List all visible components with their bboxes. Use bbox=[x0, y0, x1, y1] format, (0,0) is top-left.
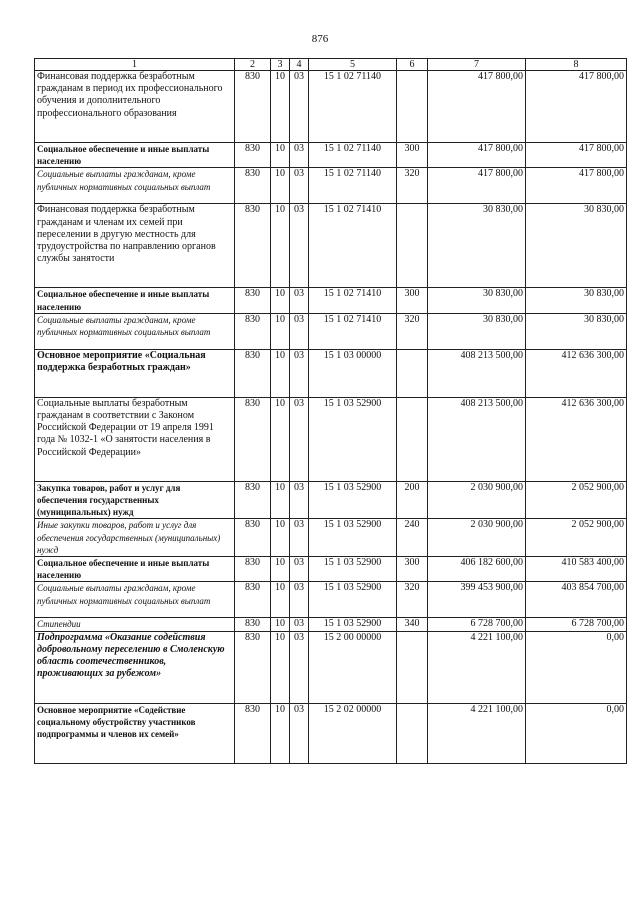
section-cell: 10 bbox=[271, 288, 290, 313]
amount-cell: 408 213 500,00 bbox=[428, 349, 526, 397]
header-cell: 4 bbox=[290, 59, 309, 71]
code-cell: 830 bbox=[235, 313, 271, 349]
amount-cell: 30 830,00 bbox=[428, 313, 526, 349]
code-cell: 830 bbox=[235, 143, 271, 168]
expense-type-cell: 300 bbox=[397, 288, 428, 313]
code-cell: 830 bbox=[235, 288, 271, 313]
subsection-cell: 03 bbox=[290, 143, 309, 168]
row-name-cell: Основное мероприятие «Социальная поддержка безработных граждан» bbox=[35, 349, 235, 397]
row-name-cell: Финансовая поддержка безработным гражданам и членам их семей при переселении в другую местность для трудоустройства по направлению органов службы занятости bbox=[35, 204, 235, 288]
target-item-cell: 15 1 03 52900 bbox=[309, 582, 397, 618]
table-row bbox=[35, 349, 627, 397]
table-row bbox=[35, 703, 627, 763]
amount-cell: 417 800,00 bbox=[428, 168, 526, 204]
amount-cell: 30 830,00 bbox=[428, 204, 526, 288]
target-item-cell: 15 1 02 71410 bbox=[309, 288, 397, 313]
page-number: 876 bbox=[311, 33, 329, 45]
table-row bbox=[35, 313, 627, 349]
subsection-cell: 03 bbox=[290, 168, 309, 204]
target-item-cell: 15 1 03 52900 bbox=[309, 519, 397, 557]
row-name-cell: Иные закупки товаров, работ и услуг для обеспечения государственных (муниципальных) нужд bbox=[35, 519, 235, 557]
amount-cell: 417 800,00 bbox=[526, 143, 627, 168]
expense-type-cell bbox=[397, 397, 428, 481]
row-name-cell: Стипендии bbox=[35, 618, 235, 631]
amount-cell: 4 221 100,00 bbox=[428, 631, 526, 703]
table-row bbox=[35, 397, 627, 481]
header-cell: 3 bbox=[271, 59, 290, 71]
subsection-cell: 03 bbox=[290, 582, 309, 618]
expense-type-cell bbox=[397, 204, 428, 288]
target-item-cell: 15 1 02 71140 bbox=[309, 168, 397, 204]
header-cell: 8 bbox=[526, 59, 627, 71]
expense-type-cell bbox=[397, 349, 428, 397]
row-name-cell: Социальные выплаты гражданам, кроме публичных нормативных социальных выплат bbox=[35, 582, 235, 618]
row-name-cell: Финансовая поддержка безработным гражданам в период их профессионального обучения и дополнительного профессионального образования bbox=[35, 71, 235, 143]
code-cell: 830 bbox=[235, 557, 271, 582]
expense-type-cell: 340 bbox=[397, 618, 428, 631]
code-cell: 830 bbox=[235, 631, 271, 703]
amount-cell: 30 830,00 bbox=[526, 288, 627, 313]
section-cell: 10 bbox=[271, 204, 290, 288]
amount-cell: 30 830,00 bbox=[428, 288, 526, 313]
target-item-cell: 15 1 02 71140 bbox=[309, 143, 397, 168]
subsection-cell: 03 bbox=[290, 397, 309, 481]
amount-cell: 406 182 600,00 bbox=[428, 557, 526, 582]
amount-cell: 2 052 900,00 bbox=[526, 519, 627, 557]
row-name-cell: Социальное обеспечение и иные выплаты населению bbox=[35, 143, 235, 168]
row-name-cell: Основное мероприятие «Содействие социальному обустройству участников подпрограммы и членов их семей» bbox=[35, 703, 235, 763]
subsection-cell: 03 bbox=[290, 703, 309, 763]
section-cell: 10 bbox=[271, 397, 290, 481]
expense-type-cell: 300 bbox=[397, 143, 428, 168]
row-name-cell: Социальное обеспечение и иные выплаты населению bbox=[35, 288, 235, 313]
header-cell: 5 bbox=[309, 59, 397, 71]
row-name-cell: Подпрограмма «Оказание содействия добровольному переселению в Смоленскую область соотечественников, проживающих за рубежом» bbox=[35, 631, 235, 703]
header-cell: 2 bbox=[235, 59, 271, 71]
expense-type-cell bbox=[397, 631, 428, 703]
table-row bbox=[35, 582, 627, 618]
code-cell: 830 bbox=[235, 519, 271, 557]
amount-cell: 412 636 300,00 bbox=[526, 349, 627, 397]
code-cell: 830 bbox=[235, 582, 271, 618]
amount-cell: 417 800,00 bbox=[428, 143, 526, 168]
amount-cell: 6 728 700,00 bbox=[526, 618, 627, 631]
amount-cell: 412 636 300,00 bbox=[526, 397, 627, 481]
section-cell: 10 bbox=[271, 71, 290, 143]
amount-cell: 2 030 900,00 bbox=[428, 481, 526, 519]
target-item-cell: 15 1 03 52900 bbox=[309, 618, 397, 631]
target-item-cell: 15 1 03 00000 bbox=[309, 349, 397, 397]
subsection-cell: 03 bbox=[290, 288, 309, 313]
amount-cell: 417 800,00 bbox=[526, 168, 627, 204]
subsection-cell: 03 bbox=[290, 313, 309, 349]
subsection-cell: 03 bbox=[290, 71, 309, 143]
table-row bbox=[35, 618, 627, 631]
table-row bbox=[35, 168, 627, 204]
row-name-cell: Социальные выплаты гражданам, кроме публичных нормативных социальных выплат bbox=[35, 168, 235, 204]
section-cell: 10 bbox=[271, 143, 290, 168]
table-row bbox=[35, 631, 627, 703]
section-cell: 10 bbox=[271, 582, 290, 618]
subsection-cell: 03 bbox=[290, 481, 309, 519]
header-cell: 7 bbox=[428, 59, 526, 71]
row-name-cell: Социальное обеспечение и иные выплаты населению bbox=[35, 557, 235, 582]
table-row bbox=[35, 204, 627, 288]
section-cell: 10 bbox=[271, 168, 290, 204]
section-cell: 10 bbox=[271, 519, 290, 557]
table-row bbox=[35, 288, 627, 313]
section-cell: 10 bbox=[271, 618, 290, 631]
amount-cell: 408 213 500,00 bbox=[428, 397, 526, 481]
section-cell: 10 bbox=[271, 313, 290, 349]
subsection-cell: 03 bbox=[290, 618, 309, 631]
table-row bbox=[35, 71, 627, 143]
code-cell: 830 bbox=[235, 204, 271, 288]
amount-cell: 410 583 400,00 bbox=[526, 557, 627, 582]
target-item-cell: 15 1 02 71410 bbox=[309, 204, 397, 288]
budget-table bbox=[34, 58, 627, 764]
code-cell: 830 bbox=[235, 618, 271, 631]
target-item-cell: 15 2 02 00000 bbox=[309, 703, 397, 763]
amount-cell: 0,00 bbox=[526, 631, 627, 703]
amount-cell: 2 030 900,00 bbox=[428, 519, 526, 557]
target-item-cell: 15 1 03 52900 bbox=[309, 557, 397, 582]
amount-cell: 403 854 700,00 bbox=[526, 582, 627, 618]
subsection-cell: 03 bbox=[290, 204, 309, 288]
expense-type-cell: 200 bbox=[397, 481, 428, 519]
amount-cell: 30 830,00 bbox=[526, 204, 627, 288]
amount-cell: 399 453 900,00 bbox=[428, 582, 526, 618]
table-row bbox=[35, 143, 627, 168]
code-cell: 830 bbox=[235, 397, 271, 481]
subsection-cell: 03 bbox=[290, 557, 309, 582]
subsection-cell: 03 bbox=[290, 631, 309, 703]
target-item-cell: 15 2 00 00000 bbox=[309, 631, 397, 703]
header-cell: 6 bbox=[397, 59, 428, 71]
expense-type-cell bbox=[397, 71, 428, 143]
expense-type-cell: 320 bbox=[397, 313, 428, 349]
target-item-cell: 15 1 02 71410 bbox=[309, 313, 397, 349]
code-cell: 830 bbox=[235, 71, 271, 143]
header-cell: 1 bbox=[35, 59, 235, 71]
row-name-cell: Социальные выплаты безработным гражданам в соответствии с Законом Российской Федерации от 19 апреля 1991 года № 1032-1 «О занятости населения в Российской Федерации» bbox=[35, 397, 235, 481]
section-cell: 10 bbox=[271, 481, 290, 519]
expense-type-cell: 320 bbox=[397, 582, 428, 618]
section-cell: 10 bbox=[271, 631, 290, 703]
subsection-cell: 03 bbox=[290, 349, 309, 397]
target-item-cell: 15 1 02 71140 bbox=[309, 71, 397, 143]
target-item-cell: 15 1 03 52900 bbox=[309, 481, 397, 519]
amount-cell: 417 800,00 bbox=[428, 71, 526, 143]
amount-cell: 417 800,00 bbox=[526, 71, 627, 143]
code-cell: 830 bbox=[235, 703, 271, 763]
amount-cell: 30 830,00 bbox=[526, 313, 627, 349]
amount-cell: 4 221 100,00 bbox=[428, 703, 526, 763]
code-cell: 830 bbox=[235, 168, 271, 204]
expense-type-cell: 240 bbox=[397, 519, 428, 557]
code-cell: 830 bbox=[235, 349, 271, 397]
amount-cell: 0,00 bbox=[526, 703, 627, 763]
section-cell: 10 bbox=[271, 703, 290, 763]
table-row bbox=[35, 481, 627, 519]
table-row bbox=[35, 557, 627, 582]
row-name-cell: Социальные выплаты гражданам, кроме публичных нормативных социальных выплат bbox=[35, 313, 235, 349]
code-cell: 830 bbox=[235, 481, 271, 519]
target-item-cell: 15 1 03 52900 bbox=[309, 397, 397, 481]
header-row bbox=[35, 59, 627, 71]
row-name-cell: Закупка товаров, работ и услуг для обеспечения государственных (муниципальных) нужд bbox=[35, 481, 235, 519]
amount-cell: 2 052 900,00 bbox=[526, 481, 627, 519]
section-cell: 10 bbox=[271, 349, 290, 397]
subsection-cell: 03 bbox=[290, 519, 309, 557]
table-row bbox=[35, 519, 627, 557]
section-cell: 10 bbox=[271, 557, 290, 582]
expense-type-cell: 300 bbox=[397, 557, 428, 582]
amount-cell: 6 728 700,00 bbox=[428, 618, 526, 631]
expense-type-cell: 320 bbox=[397, 168, 428, 204]
expense-type-cell bbox=[397, 703, 428, 763]
